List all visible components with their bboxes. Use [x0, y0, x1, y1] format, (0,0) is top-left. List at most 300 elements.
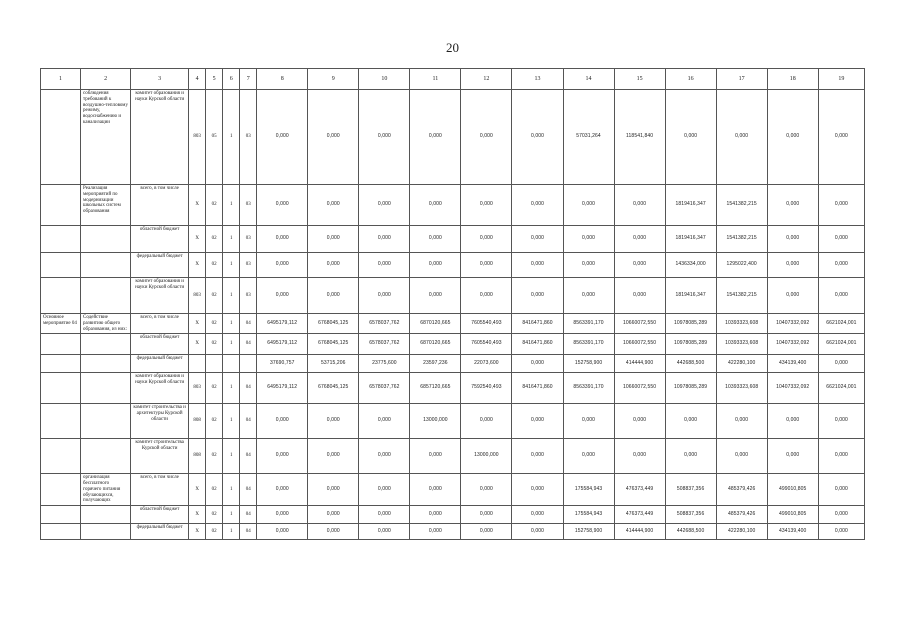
- code-cell: X: [189, 314, 206, 334]
- value-cell: 442688,500: [665, 524, 716, 540]
- value-cell: 0,000: [410, 185, 461, 226]
- value-cell: 0,000: [512, 506, 563, 524]
- event-cell: [41, 404, 81, 439]
- executor-cell: областной бюджет: [131, 226, 189, 253]
- value-cell: 0,000: [716, 439, 767, 474]
- value-cell: 6768045,125: [308, 373, 359, 404]
- code-cell: 04: [240, 314, 257, 334]
- code-cell: 803: [189, 373, 206, 404]
- value-cell: 0,000: [359, 524, 410, 540]
- value-cell: 1819416,347: [665, 226, 716, 253]
- executor-cell: комитет строительства и архитектуры Курской области: [131, 404, 189, 439]
- value-cell: 0,000: [410, 90, 461, 185]
- event-cell: [41, 278, 81, 314]
- code-cell: 1: [223, 185, 240, 226]
- value-cell: 414444,900: [614, 355, 665, 373]
- value-cell: 0,000: [257, 226, 308, 253]
- value-cell: 0,000: [716, 90, 767, 185]
- value-cell: 0,000: [614, 278, 665, 314]
- value-cell: 0,000: [614, 185, 665, 226]
- value-cell: 0,000: [665, 439, 716, 474]
- code-cell: 03: [240, 185, 257, 226]
- value-cell: 0,000: [257, 90, 308, 185]
- code-cell: 03: [240, 226, 257, 253]
- code-cell: 04: [240, 474, 257, 506]
- code-cell: 03: [240, 90, 257, 185]
- value-cell: 152758,900: [563, 524, 614, 540]
- value-cell: 6578037,762: [359, 373, 410, 404]
- event-cell: [41, 474, 81, 506]
- value-cell: 1819416,347: [665, 185, 716, 226]
- code-cell: X: [189, 474, 206, 506]
- value-cell: 0,000: [257, 253, 308, 278]
- value-cell: 10393323,608: [716, 373, 767, 404]
- event-name-cell: [81, 355, 131, 373]
- value-cell: 414444,900: [614, 524, 665, 540]
- value-cell: 10393323,608: [716, 314, 767, 334]
- value-cell: 0,000: [308, 278, 359, 314]
- value-cell: 0,000: [359, 278, 410, 314]
- value-cell: 0,000: [461, 226, 512, 253]
- code-cell: X: [189, 253, 206, 278]
- value-cell: 6857120,665: [410, 373, 461, 404]
- executor-cell: федеральный бюджет: [131, 524, 189, 540]
- code-cell: 02: [206, 278, 223, 314]
- value-cell: 10978085,289: [665, 334, 716, 355]
- value-cell: 0,000: [767, 404, 818, 439]
- value-cell: 0,000: [818, 524, 864, 540]
- value-cell: 0,000: [665, 90, 716, 185]
- value-cell: 6621024,001: [818, 314, 864, 334]
- value-cell: 10660072,550: [614, 334, 665, 355]
- value-cell: 1541382,215: [716, 278, 767, 314]
- code-cell: 1: [223, 506, 240, 524]
- value-cell: 0,000: [818, 355, 864, 373]
- executor-cell: всего, в том числе: [131, 185, 189, 226]
- code-cell: 02: [206, 506, 223, 524]
- value-cell: 0,000: [614, 404, 665, 439]
- value-cell: 499010,805: [767, 474, 818, 506]
- header-cell: 4: [189, 69, 206, 90]
- table-row: [41, 506, 865, 524]
- value-cell: 0,000: [461, 524, 512, 540]
- event-cell: [41, 90, 81, 185]
- code-cell: 1: [223, 90, 240, 185]
- value-cell: 0,000: [257, 439, 308, 474]
- value-cell: 0,000: [767, 226, 818, 253]
- value-cell: 0,000: [410, 524, 461, 540]
- value-cell: 0,000: [563, 278, 614, 314]
- value-cell: 0,000: [410, 506, 461, 524]
- code-cell: 803: [189, 90, 206, 185]
- value-cell: 485379,426: [716, 506, 767, 524]
- value-cell: 0,000: [767, 278, 818, 314]
- value-cell: 10393323,608: [716, 334, 767, 355]
- value-cell: 1819416,347: [665, 278, 716, 314]
- code-cell: X: [189, 506, 206, 524]
- value-cell: 0,000: [512, 404, 563, 439]
- table-row: [41, 474, 865, 506]
- executor-cell: федеральный бюджет: [131, 253, 189, 278]
- value-cell: 485379,426: [716, 474, 767, 506]
- value-cell: 10978085,289: [665, 314, 716, 334]
- value-cell: 0,000: [410, 439, 461, 474]
- value-cell: 0,000: [308, 474, 359, 506]
- value-cell: 8563391,170: [563, 373, 614, 404]
- header-cell: 1: [41, 69, 81, 90]
- value-cell: 0,000: [512, 355, 563, 373]
- value-cell: 118541,840: [614, 90, 665, 185]
- code-cell: 1: [223, 439, 240, 474]
- code-cell: 04: [240, 404, 257, 439]
- executor-cell: комитет образования и науки Курской области: [131, 90, 189, 185]
- event-cell: [41, 226, 81, 253]
- value-cell: 0,000: [461, 185, 512, 226]
- event-cell: [41, 334, 81, 355]
- budget-table: [40, 68, 865, 540]
- value-cell: 0,000: [359, 474, 410, 506]
- value-cell: 0,000: [308, 524, 359, 540]
- code-cell: 02: [206, 373, 223, 404]
- value-cell: 6495179,112: [257, 373, 308, 404]
- value-cell: 434139,400: [767, 524, 818, 540]
- table-row: [41, 253, 865, 278]
- value-cell: 23597,236: [410, 355, 461, 373]
- executor-cell: комитет строительства Курской области: [131, 439, 189, 474]
- value-cell: 0,000: [818, 185, 864, 226]
- value-cell: 6870120,665: [410, 314, 461, 334]
- event-name-cell: [81, 226, 131, 253]
- value-cell: 0,000: [308, 90, 359, 185]
- value-cell: 6621024,001: [818, 334, 864, 355]
- executor-cell: областной бюджет: [131, 506, 189, 524]
- table-row: [41, 373, 865, 404]
- value-cell: 10407332,092: [767, 334, 818, 355]
- value-cell: 0,000: [257, 474, 308, 506]
- value-cell: 6768045,125: [308, 334, 359, 355]
- value-cell: 0,000: [257, 404, 308, 439]
- value-cell: 13000,000: [461, 439, 512, 474]
- table-row: [41, 226, 865, 253]
- value-cell: 0,000: [461, 278, 512, 314]
- value-cell: 0,000: [818, 90, 864, 185]
- value-cell: 10660072,550: [614, 373, 665, 404]
- header-cell: 9: [308, 69, 359, 90]
- table-row: [41, 334, 865, 355]
- value-cell: 0,000: [614, 439, 665, 474]
- value-cell: 0,000: [257, 524, 308, 540]
- event-cell: [41, 373, 81, 404]
- header-cell: 18: [767, 69, 818, 90]
- code-cell: 1: [223, 226, 240, 253]
- value-cell: 1541382,215: [716, 226, 767, 253]
- code-cell: 803: [189, 278, 206, 314]
- value-cell: 0,000: [359, 253, 410, 278]
- value-cell: 7605540,493: [461, 314, 512, 334]
- event-name-cell: [81, 404, 131, 439]
- event-name-cell: Реализация мероприятий по модернизации школьных систем образования: [81, 185, 131, 226]
- value-cell: 6495179,112: [257, 334, 308, 355]
- value-cell: 0,000: [461, 474, 512, 506]
- value-cell: 37690,757: [257, 355, 308, 373]
- value-cell: 0,000: [818, 474, 864, 506]
- value-cell: 6578037,762: [359, 334, 410, 355]
- code-cell: 02: [206, 185, 223, 226]
- code-cell: 04: [240, 506, 257, 524]
- event-cell: Основное мероприятие 04: [41, 314, 81, 334]
- code-cell: 04: [240, 524, 257, 540]
- code-cell: 1: [223, 314, 240, 334]
- event-cell: [41, 185, 81, 226]
- value-cell: 0,000: [257, 506, 308, 524]
- value-cell: 0,000: [461, 90, 512, 185]
- code-cell: 808: [189, 439, 206, 474]
- value-cell: 0,000: [818, 226, 864, 253]
- table-row: [41, 278, 865, 314]
- value-cell: 0,000: [359, 404, 410, 439]
- code-cell: X: [189, 334, 206, 355]
- value-cell: 22073,600: [461, 355, 512, 373]
- value-cell: 1541382,215: [716, 185, 767, 226]
- code-cell: 02: [206, 474, 223, 506]
- code-cell: 02: [206, 314, 223, 334]
- value-cell: 6578037,762: [359, 314, 410, 334]
- header-cell: 17: [716, 69, 767, 90]
- header-cell: 5: [206, 69, 223, 90]
- value-cell: 8416471,860: [512, 334, 563, 355]
- value-cell: 0,000: [563, 253, 614, 278]
- value-cell: 0,000: [461, 506, 512, 524]
- value-cell: 0,000: [461, 404, 512, 439]
- header-cell: 19: [818, 69, 864, 90]
- value-cell: 0,000: [563, 439, 614, 474]
- value-cell: 8416471,860: [512, 373, 563, 404]
- header-cell: 10: [359, 69, 410, 90]
- value-cell: 0,000: [512, 524, 563, 540]
- code-cell: 02: [206, 334, 223, 355]
- code-cell: [189, 355, 206, 373]
- header-cell: 2: [81, 69, 131, 90]
- code-cell: 02: [206, 253, 223, 278]
- event-cell: [41, 355, 81, 373]
- value-cell: 0,000: [767, 90, 818, 185]
- header-cell: 13: [512, 69, 563, 90]
- value-cell: 508837,356: [665, 506, 716, 524]
- value-cell: 0,000: [308, 253, 359, 278]
- event-name-cell: [81, 253, 131, 278]
- value-cell: 175584,943: [563, 506, 614, 524]
- event-name-cell: [81, 278, 131, 314]
- code-cell: 1: [223, 334, 240, 355]
- value-cell: 0,000: [359, 185, 410, 226]
- executor-cell: всего, в том числе: [131, 474, 189, 506]
- value-cell: 1436334,000: [665, 253, 716, 278]
- page-number: 20: [446, 40, 459, 55]
- value-cell: 434139,400: [767, 355, 818, 373]
- code-cell: [240, 355, 257, 373]
- value-cell: 0,000: [308, 506, 359, 524]
- executor-cell: областной бюджет: [131, 334, 189, 355]
- value-cell: 476373,449: [614, 474, 665, 506]
- value-cell: 175584,943: [563, 474, 614, 506]
- value-cell: 6870120,665: [410, 334, 461, 355]
- header-cell: 11: [410, 69, 461, 90]
- executor-cell: всего, в том числе: [131, 314, 189, 334]
- event-name-cell: [81, 334, 131, 355]
- value-cell: 7592540,493: [461, 373, 512, 404]
- value-cell: 0,000: [563, 404, 614, 439]
- value-cell: 0,000: [308, 404, 359, 439]
- value-cell: 1295022,400: [716, 253, 767, 278]
- value-cell: 0,000: [257, 185, 308, 226]
- value-cell: 57031,264: [563, 90, 614, 185]
- code-cell: [223, 355, 240, 373]
- event-cell: [41, 439, 81, 474]
- value-cell: 7605540,493: [461, 334, 512, 355]
- value-cell: 10660072,550: [614, 314, 665, 334]
- header-cell: 14: [563, 69, 614, 90]
- value-cell: 0,000: [512, 439, 563, 474]
- code-cell: X: [189, 524, 206, 540]
- event-name-cell: [81, 373, 131, 404]
- value-cell: 0,000: [410, 253, 461, 278]
- code-cell: 04: [240, 439, 257, 474]
- value-cell: 0,000: [308, 226, 359, 253]
- table-row: [41, 439, 865, 474]
- executor-cell: федеральный бюджет: [131, 355, 189, 373]
- table-row: [41, 185, 865, 226]
- code-cell: 1: [223, 524, 240, 540]
- value-cell: 0,000: [512, 90, 563, 185]
- value-cell: 0,000: [818, 253, 864, 278]
- code-cell: 1: [223, 474, 240, 506]
- value-cell: 0,000: [308, 439, 359, 474]
- table-row: [41, 90, 865, 185]
- event-name-cell: Содействие развитию общего образования, из них:: [81, 314, 131, 334]
- code-cell: 03: [240, 253, 257, 278]
- value-cell: 0,000: [410, 226, 461, 253]
- value-cell: 0,000: [818, 404, 864, 439]
- table-row: [41, 404, 865, 439]
- value-cell: 0,000: [410, 278, 461, 314]
- table-row: [41, 524, 865, 540]
- value-cell: 0,000: [563, 226, 614, 253]
- event-cell: [41, 524, 81, 540]
- code-cell: 03: [240, 278, 257, 314]
- code-cell: 05: [206, 90, 223, 185]
- value-cell: 6768045,125: [308, 314, 359, 334]
- code-cell: X: [189, 185, 206, 226]
- value-cell: 0,000: [308, 185, 359, 226]
- value-cell: 0,000: [512, 278, 563, 314]
- header-cell: 15: [614, 69, 665, 90]
- value-cell: 0,000: [614, 253, 665, 278]
- value-cell: 422280,100: [716, 524, 767, 540]
- code-cell: 1: [223, 253, 240, 278]
- event-cell: [41, 506, 81, 524]
- value-cell: 6495179,112: [257, 314, 308, 334]
- value-cell: 0,000: [767, 439, 818, 474]
- executor-cell: комитет образования и науки Курской области: [131, 373, 189, 404]
- code-cell: 808: [189, 404, 206, 439]
- code-cell: 02: [206, 226, 223, 253]
- value-cell: 6621024,001: [818, 373, 864, 404]
- event-name-cell: организация бесплатного горячего питания обучающихся, получающих: [81, 474, 131, 506]
- value-cell: 0,000: [512, 253, 563, 278]
- header-cell: 12: [461, 69, 512, 90]
- value-cell: 10407332,092: [767, 314, 818, 334]
- value-cell: 8563391,170: [563, 334, 614, 355]
- code-cell: 04: [240, 373, 257, 404]
- value-cell: 23775,600: [359, 355, 410, 373]
- value-cell: 476373,449: [614, 506, 665, 524]
- code-cell: 1: [223, 373, 240, 404]
- header-cell: 16: [665, 69, 716, 90]
- value-cell: 422280,100: [716, 355, 767, 373]
- event-name-cell: соблюдения требований к воздушно-тепловому режиму, водоснабжению и канализации: [81, 90, 131, 185]
- table-row: [41, 314, 865, 334]
- value-cell: 0,000: [767, 185, 818, 226]
- value-cell: 0,000: [716, 404, 767, 439]
- value-cell: 10407332,092: [767, 373, 818, 404]
- executor-cell: комитет образования и науки Курской области: [131, 278, 189, 314]
- value-cell: 508837,356: [665, 474, 716, 506]
- value-cell: 0,000: [359, 226, 410, 253]
- value-cell: 0,000: [767, 253, 818, 278]
- value-cell: 8416471,860: [512, 314, 563, 334]
- code-cell: 02: [206, 524, 223, 540]
- value-cell: 0,000: [359, 439, 410, 474]
- event-name-cell: [81, 439, 131, 474]
- budget-table-sheet: [40, 68, 865, 540]
- value-cell: 0,000: [512, 185, 563, 226]
- value-cell: 10978085,289: [665, 373, 716, 404]
- code-cell: 1: [223, 278, 240, 314]
- value-cell: 0,000: [512, 474, 563, 506]
- event-name-cell: [81, 506, 131, 524]
- event-cell: [41, 253, 81, 278]
- code-cell: 04: [240, 334, 257, 355]
- value-cell: 0,000: [818, 439, 864, 474]
- code-cell: 02: [206, 404, 223, 439]
- value-cell: 0,000: [563, 185, 614, 226]
- header-cell: 8: [257, 69, 308, 90]
- table-row: [41, 355, 865, 373]
- value-cell: 442688,500: [665, 355, 716, 373]
- header-row: [41, 69, 865, 90]
- value-cell: 0,000: [512, 226, 563, 253]
- value-cell: 0,000: [257, 278, 308, 314]
- header-cell: 7: [240, 69, 257, 90]
- value-cell: 0,000: [818, 278, 864, 314]
- value-cell: 0,000: [614, 226, 665, 253]
- value-cell: 0,000: [818, 506, 864, 524]
- code-cell: X: [189, 226, 206, 253]
- value-cell: 0,000: [410, 474, 461, 506]
- code-cell: 1: [223, 404, 240, 439]
- header-cell: 6: [223, 69, 240, 90]
- value-cell: 152758,900: [563, 355, 614, 373]
- value-cell: 0,000: [359, 90, 410, 185]
- value-cell: 0,000: [665, 404, 716, 439]
- code-cell: 02: [206, 439, 223, 474]
- event-name-cell: [81, 524, 131, 540]
- code-cell: [206, 355, 223, 373]
- value-cell: 499010,805: [767, 506, 818, 524]
- value-cell: 13000,000: [410, 404, 461, 439]
- value-cell: 53715,206: [308, 355, 359, 373]
- value-cell: 0,000: [359, 506, 410, 524]
